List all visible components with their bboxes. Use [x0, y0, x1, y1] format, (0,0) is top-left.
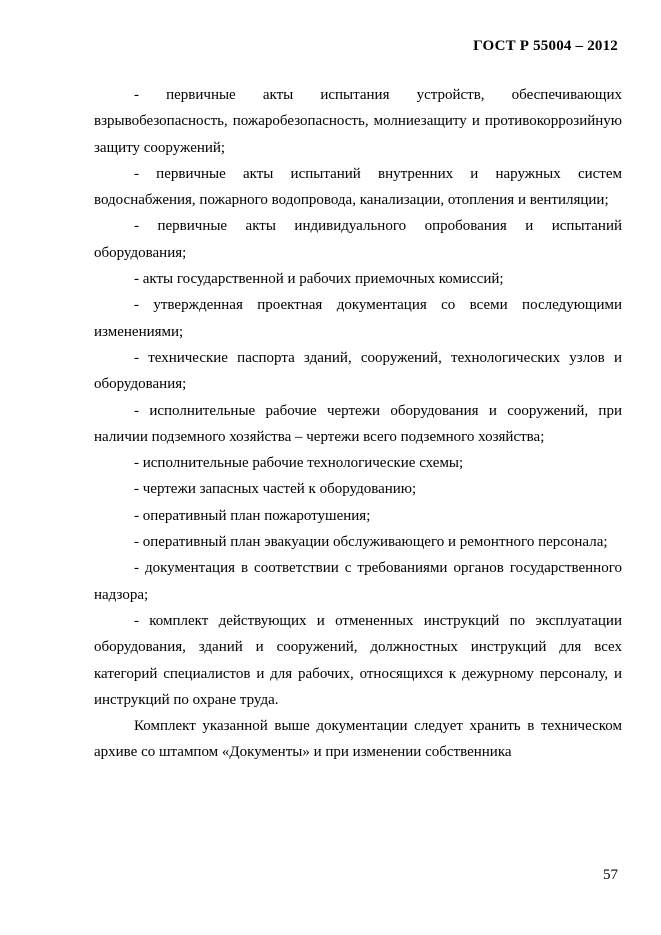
list-item-fire-plan: - оперативный план пожаротушения;	[134, 507, 371, 524]
list-item-acceptance-commission-acts: - акты государственной и рабочих приемочных комиссий;	[134, 271, 504, 288]
list-item-spare-parts-drawings: - чертежи запасных частей к оборудованию;	[134, 481, 417, 498]
list-item-primary-acts-water-systems: - первичные акты испытаний внутренних и наружных систем водоснабжения, пожарного водопровода, канализации, отопления и вентиляции;	[94, 165, 622, 209]
list-item-primary-acts-equipment: - первичные акты индивидуального опробования и испытаний оборудования;	[94, 218, 622, 261]
list-item-primary-acts-safety: - первичные акты испытания устройств, обеспечивающих взрывобезопасность, пожаробезопасность, молниезащиту и противокоррозийную защиту сооружений;	[94, 87, 622, 156]
list-item-project-documentation: - утвержденная проектная документация со всеми последующими изменениями;	[94, 297, 622, 340]
document-body	[94, 82, 622, 766]
body-paragraph-storage: Комплект указанной выше документации следует хранить в техническом архиве со штампом «Документы» и при изменении собственника	[94, 718, 622, 761]
list-item-instructions-set: - комплект действующих и отмененных инструкций по эксплуатации оборудования, зданий и сооружений, должностных инструкций для всех категорий специалистов и для рабочих, относящихся к дежурному персоналу, и инструкций по охране труда.	[94, 612, 622, 708]
list-item-technical-passports: - технические паспорта зданий, сооружений, технологических узлов и оборудования;	[94, 349, 622, 393]
list-item-supervision-documentation: - документация в соответствии с требованиями органов государственного надзора;	[94, 560, 622, 603]
page-number: 57	[603, 867, 618, 883]
document-header-code: ГОСТ Р 55004 – 2012	[473, 38, 618, 54]
list-item-evacuation-plan: - оперативный план эвакуации обслуживающего и ремонтного персонала;	[134, 534, 608, 551]
list-item-working-drawings: - исполнительные рабочие чертежи оборудования и сооружений, при наличии подземного хозяйства – чертежи всего подземного хозяйства;	[94, 402, 622, 445]
list-item-technological-schemes: - исполнительные рабочие технологические схемы;	[134, 455, 464, 472]
